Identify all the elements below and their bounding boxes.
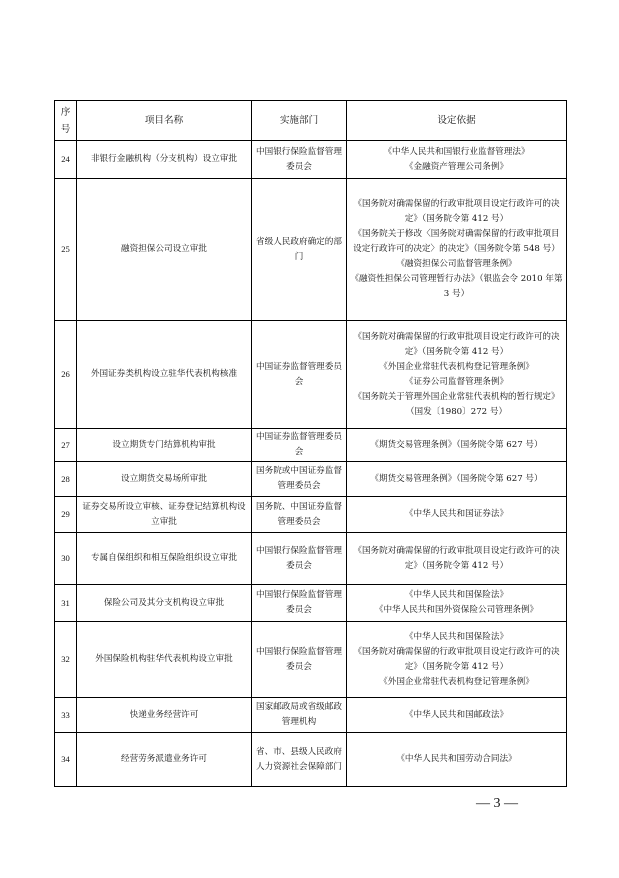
department: 国家邮政局或省级邮政管理机构 [252, 698, 347, 733]
legal-basis [347, 462, 567, 497]
table-header-row [55, 101, 567, 141]
table-row [55, 622, 567, 698]
department: 国务院、中国证券监督管理委员会 [252, 497, 347, 533]
legal-basis [347, 622, 567, 698]
item-name: 融资担保公司设立审批 [77, 179, 252, 321]
row-number: 31 [55, 585, 77, 622]
table-row [55, 321, 567, 429]
page-number: — 3 — [476, 796, 518, 811]
basis-line: 《中华人民共和国保险法》 [404, 631, 509, 642]
header-no: 序 号 [55, 101, 77, 141]
table-row [55, 533, 567, 585]
basis-line: 《国务院对确需保留的行政审批项目设定行政许可的决定》（国务院令第 412 号） [353, 646, 560, 672]
basis-line: 《中华人民共和国证券法》 [404, 509, 509, 519]
legal-basis [347, 141, 567, 179]
row-number: 26 [55, 321, 77, 429]
item-name: 证券交易所设立审核、证券登记结算机构设立审批 [77, 497, 252, 533]
table-row [55, 698, 567, 733]
basis-line: 《金融资产管理公司条例》 [404, 161, 509, 172]
basis-line: 《融资性担保公司管理暂行办法》（银监会令 2010 年第 3 号） [350, 274, 563, 299]
legal-basis [347, 497, 567, 533]
approval-items-table [54, 100, 567, 787]
department: 省、市、县级人民政府人力资源社会保障部门 [252, 733, 347, 787]
basis-line: 《证券公司监督管理条例》 [404, 376, 509, 387]
basis-line: 《国务院对确需保留的行政审批项目设定行政许可的决定》（国务院令第 412 号） [353, 331, 560, 357]
table-row [55, 141, 567, 179]
table-row [55, 179, 567, 321]
department: 中国银行保险监督管理委员会 [252, 141, 347, 179]
basis-line: 《中华人民共和国邮政法》 [404, 709, 509, 720]
department: 中国证券监督管理委员会 [252, 429, 347, 462]
header-basis: 设定依据 [347, 101, 567, 141]
legal-basis [347, 733, 567, 787]
table-row [55, 497, 567, 533]
basis-line: 《中华人民共和国保险法》 [404, 590, 509, 600]
basis-line: 《融资担保公司监督管理条例》 [396, 259, 517, 269]
header-dept: 实施部门 [252, 101, 347, 141]
table-row [55, 429, 567, 462]
department: 中国银行保险监督管理委员会 [252, 585, 347, 622]
item-name: 保险公司及其分支机构设立审批 [77, 585, 252, 622]
legal-basis [347, 179, 567, 321]
basis-line: 《中华人民共和国劳动合同法》 [396, 754, 517, 764]
basis-line: 《国务院对确需保留的行政审批项目设定行政许可的决定》（国务院令第 412 号） [353, 199, 560, 224]
item-name: 经营劳务派遣业务许可 [77, 733, 252, 787]
item-name: 快递业务经营许可 [77, 698, 252, 733]
item-name: 设立期货交易场所审批 [77, 462, 252, 497]
row-number: 34 [55, 733, 77, 787]
row-number: 33 [55, 698, 77, 733]
row-number: 28 [55, 462, 77, 497]
row-number: 29 [55, 497, 77, 533]
row-number: 32 [55, 622, 77, 698]
department: 中国银行保险监督管理委员会 [252, 533, 347, 585]
basis-line: 《中华人民共和国外资保险公司管理条例》 [374, 605, 539, 615]
row-number: 24 [55, 141, 77, 179]
row-number: 25 [55, 179, 77, 321]
row-number: 27 [55, 429, 77, 462]
item-name: 外国证券类机构设立驻华代表机构核准 [77, 321, 252, 429]
basis-line: 《外国企业常驻代表机构登记管理条例》 [379, 676, 534, 687]
item-name: 外国保险机构驻华代表机构设立审批 [77, 622, 252, 698]
department: 中国证券监督管理委员会 [252, 321, 347, 429]
legal-basis [347, 321, 567, 429]
item-name: 非银行金融机构（分支机构）设立审批 [77, 141, 252, 179]
department: 省级人民政府确定的部门 [252, 179, 347, 321]
department: 中国银行保险监督管理委员会 [252, 622, 347, 698]
department: 国务院或中国证券监督管理委员会 [252, 462, 347, 497]
table-row [55, 733, 567, 787]
legal-basis [347, 429, 567, 462]
legal-basis [347, 533, 567, 585]
row-number: 30 [55, 533, 77, 585]
basis-line: 《期货交易管理条例》（国务院令第 627 号） [370, 439, 543, 450]
table-row [55, 585, 567, 622]
item-name: 设立期货专门结算机构审批 [77, 429, 252, 462]
basis-line: 《国务院对确需保留的行政审批项目设定行政许可的决定》（国务院令第 412 号） [353, 545, 560, 571]
basis-line: 《期货交易管理条例》（国务院令第 627 号） [370, 473, 543, 484]
basis-line: 《国务院关于管理外国企业常驻代表机构的暂行规定》（国发〔1980〕272 号） [353, 391, 560, 417]
legal-basis [347, 585, 567, 622]
basis-line: 《中华人民共和国银行业监督管理法》 [383, 146, 530, 157]
basis-line: 《外国企业常驻代表机构登记管理条例》 [379, 361, 534, 372]
basis-line: 《国务院关于修改〈国务院对确需保留的行政审批项目设定行政许可的决定〉的决定》（国务院令第 548 号） [353, 229, 560, 254]
legal-basis [347, 698, 567, 733]
item-name: 专属自保组织和相互保险组织设立审批 [77, 533, 252, 585]
table-row [55, 462, 567, 497]
header-name: 项目名称 [77, 101, 252, 141]
